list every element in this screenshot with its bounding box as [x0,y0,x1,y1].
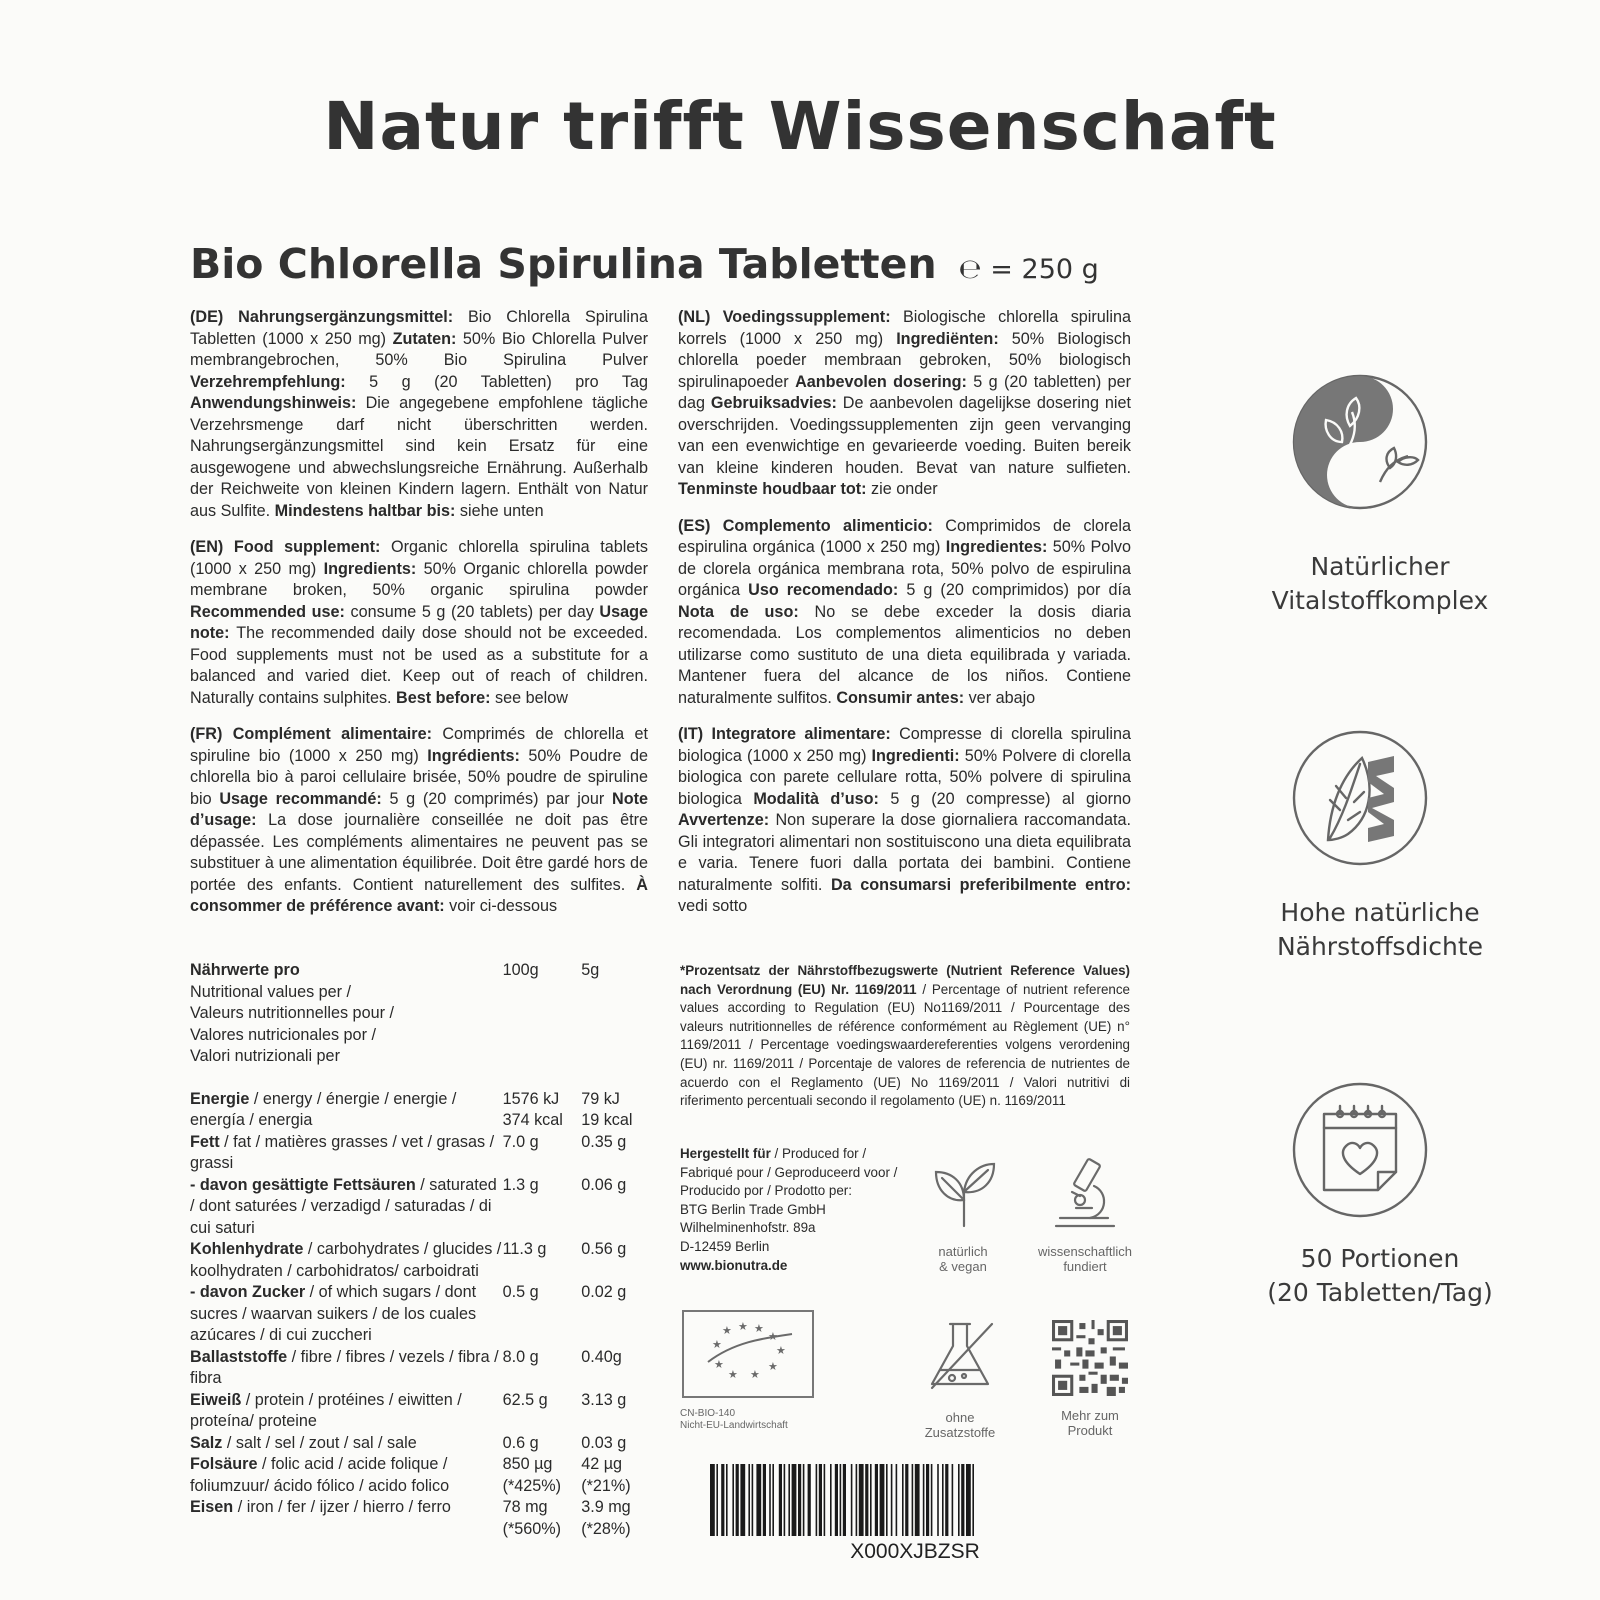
barcode-bar [945,1464,948,1536]
nutrition-col-5g: 5g [581,961,600,979]
svg-text:★: ★ [728,1368,738,1381]
product-name: Bio Chlorella Spirulina Tabletten [190,240,937,288]
nutrition-row: Eiweiß / protein / protéines / eiwitten / proteína/ proteine 62.5 g 3.13 g [190,1390,627,1430]
description-nl: (NL) Voedingssupplement: Biologische chlorella spirulina korrels (1000 x 250 mg) Ingrediënten: 50% Biologisch chlorella poeder membraan gebroken, 50% biologisch spirulinapoeder Aanbevolen dosering: 5 g (20 tabletten) per dag Gebruiksadvies: De aanbevolen dagelijkse dosering niet overschrijden. Voedingssupplementen zijn geen vervanging van een evenwichtige en gevarieerde voeding. Buiten bereik van kleine kinderen houden. Bevat van nature sulfieten. Tenminste houdbaar tot: zie onder [678,308,1132,498]
feature-1-label: Natürlicher Vitalstoffkomplex [1271,552,1489,615]
barcode-bar [748,1464,750,1536]
nutrition-header: Nährwerte pro Nutritional values per / Valeurs nutritionnelles pour / Valores nutricionales por / Valori nutrizionali per 100g 5g [190,960,650,1068]
barcode-bar [952,1464,954,1536]
barcode-bar [865,1464,868,1536]
barcode-bar [830,1464,832,1536]
badge-vegan-label: natürlich & vegan [938,1244,988,1274]
svg-text:★: ★ [768,1330,778,1343]
barcode-bar [752,1464,754,1536]
barcode-bar [736,1464,739,1536]
barcode-bar [732,1464,734,1536]
barcode-bar [972,1464,974,1536]
nutrition-row: Fett / fat / matières grasses / vet / grasas / grassi 7.0 g 0.35 g [190,1132,627,1172]
barcode-bar [859,1464,864,1536]
barcode-bar [880,1464,885,1536]
leaf-spirulina-icon [1290,728,1430,868]
nutrition-row: Folsäure / folic acid / acide folique / foliumzuur/ ácido fólico / acido folico 850 µg (*425%) 42 µg (*21%) [190,1455,631,1495]
svg-text:★: ★ [738,1320,748,1333]
barcode-bar [843,1464,846,1536]
barcode-bar [756,1464,761,1536]
barcode-bar [856,1464,858,1536]
svg-text:★: ★ [768,1360,778,1373]
qr-code-icon[interactable] [1052,1320,1128,1396]
barcode-bar [819,1464,822,1536]
page-title: Natur trifft Wissenschaft [323,88,1277,165]
barcode-bar [942,1464,944,1536]
yin-yang-leaf-icon [1290,372,1430,512]
barcode-bar [851,1464,853,1536]
nutrition-rows [190,1089,650,1541]
description-fr: (FR) Complément alimentaire: Comprimés de chlorella et spiruline bio (1000 x 250 mg) Ingrédients: 50% Poudre de chlorella bio à paroi cellulaire brisée, 50% poudre de spiruline bio Usage recommandé: 5 g (20 comprimés) par jour Note d’usage: La dose journalière conseillée ne doit pas être dépassée. Les compléments alimentaires ne peuvent pas se substituer à une alimentation équilibrée. Doit être gardé hors de portée des enfants. Contient naturellement des sulfites. À consommer de préférence avant: voir ci-dessous [190,725,648,915]
svg-text:★: ★ [712,1338,722,1351]
barcode-bar [870,1464,872,1536]
barcode-bar [926,1464,929,1536]
barcode-bar [772,1464,774,1536]
badge-science-label: wissenschaftlich fundiert [1038,1244,1132,1274]
barcode-bar [875,1464,878,1536]
barcode-bar [891,1464,893,1536]
description-en: (EN) Food supplement: Organic chlorella spirulina tablets (1000 x 250 mg) Ingredients: 50% Organic chlorella powder membrane broken, 50% organic spirulina powder Recommended use: consume 5 g (20 tablets) per day Usage note: The recommended daily dose should not be exceeded. Food supplements must not be used as a substitute for a balanced and varied diet. Keep out of reach of children. Naturally contains sulphites. Best before: see below [190,538,648,707]
nutrition-row: - davon gesättigte Fettsäuren / saturated / dont saturées / verzadigd / saturadas / di cui saturi 1.3 g 0.06 g [190,1175,627,1237]
badge-eu-code: CN-BIO-140 Nicht-EU-Landwirtschaft [680,1408,788,1431]
barcode-bar [726,1464,728,1536]
feature-3-label: 50 Portionen (20 Tabletten/Tag) [1267,1244,1493,1307]
svg-text:★: ★ [750,1368,760,1381]
nutrition-table [190,960,650,1540]
product-heading [190,240,1099,288]
barcode-bar [886,1464,888,1536]
barcode-bar [808,1464,811,1536]
badge-no-additives-label: ohne Zusatzstoffe [924,1410,996,1440]
nutrition-col-100g: 100g [502,961,539,979]
nutrition-header-label: Nährwerte pro [190,961,300,979]
barcode-bar [923,1464,925,1536]
barcode-bar [931,1464,933,1536]
no-additives-flask-icon [922,1318,998,1394]
svg-text:★: ★ [714,1358,724,1371]
barcode-bar [896,1464,898,1536]
website-link[interactable]: www.bionutra.de [680,1257,788,1273]
nutrition-row: - davon Zucker / of which sugars / dont sucres / waarvan suikers / de los cuales azúcares / di cui zuccheri 0.5 g 0.02 g [190,1283,627,1344]
description-it: (IT) Integratore alimentare: Compresse di clorella spirulina biologica (1000 x 250 mg) Ingredienti: 50% Polvere di clorella biologica con parete cellulare rotta, 50% polvere di spirulina biologica Modalità d’uso: 5 g (20 compresse) al giorno Avvertenze: Non superare la dose giornaliera raccomandata. Gli integratori alimentari non sostituiscono una dieta equilibrata e varia. Tenere fuori dalla portata dei bambini. Contiene naturalmente solfiti. Da consumarsi preferibilmente entro: vedi sotto [678,725,1132,915]
nutrition-row: Salz / salt / sel / zout / sal / sale 0.6 g 0.03 g [190,1433,627,1452]
manufacturer-info: Hergestellt für / Produced for / Fabriqué pour / Geproduceerd voor / Producido por / Prodotto per: BTG Berlin Trade GmbH Wilhelminenhofstr. 89a D-12459 Berlin www.bionutra.de [680,1146,898,1273]
barcode-bar [835,1464,838,1536]
barcode-bar [840,1464,842,1536]
description-column-middle [678,307,1131,933]
calendar-heart-icon [1290,1080,1430,1220]
description-column-left [190,307,648,933]
description-de: (DE) Nahrungsergänzungsmittel: Bio Chlorella Spirulina Tabletten (1000 x 250 mg) Zutaten: 50% Bio Chlorella Pulver membrangebrochen, 50% Bio Spirulina Pulver Verzehrempfehlung: 5 g (20 Tabletten) pro Tag Anwendungshinweis: Die angegebene empfohlene tägliche Verzehrsmenge darf nicht überschritten werden. Nahrungsergänzungsmittel sind kein Ersatz für eine ausgewogene und abwechslungsreiche Ernährung. Außerhalb der Reichweite von kleinen Kindern lagern. Enthält von Natur aus Sulfite. Mindestens haltbar bis: siehe unten [190,308,649,520]
barcode-bar [740,1464,745,1536]
svg-text:★: ★ [776,1344,786,1357]
barcode-bar [905,1464,908,1536]
barcode-number: X000XJBZSR [850,1540,980,1563]
barcode-bar [824,1464,826,1536]
barcode-bar [961,1464,964,1536]
barcode-bar [710,1464,715,1536]
nutrition-row: Kohlenhydrate / carbohydrates / glucides / koolhydraten / carbohidratos/ carboidrati 11.3 g 0.56 g [190,1240,627,1280]
barcode-bar [816,1464,818,1536]
net-weight: ℮ = 250 g [958,254,1099,285]
barcode-bar [958,1464,960,1536]
barcode-bar [716,1464,718,1536]
svg-text:★: ★ [754,1322,764,1335]
eu-leaf-stars-icon [684,1312,808,1392]
svg-text:★: ★ [722,1324,732,1337]
barcode-icon [710,1464,1120,1536]
barcode-bar [915,1464,920,1536]
barcode-bar [937,1464,939,1536]
feature-2-label: Hohe natürliche Nährstoffsdichte [1276,898,1484,961]
eu-organic-logo-icon [682,1310,814,1398]
microscope-icon [1050,1156,1120,1228]
reference-note: *Prozentsatz der Nährstoffbezugswerte (Nutrient Reference Values) nach Verordnung (EU) Nr. 1169/2011 / Percentage of nutrient reference values according to Regulation (EU) No1169/2011 / Pourcentage des valeurs nutritionnelles de référence conformément au Règlement (UE) n° 1169/2011 / Percentage voedingswaardereferenties volgens verordening (EU) nr. 1169/2011 / Porcentaje de valores de referencia de nutrientes de acuerdo con el Reglamento (UE) No 1169/2011 / Valori nutritivi di riferimento percentuali secondo il regolamento (UE) n. 1169/2011 [680,963,1130,1109]
barcode-bar [769,1464,771,1536]
barcode-bar [798,1464,801,1536]
nutrition-row: Energie / energy / énergie / energie / energía / energia 1576 kJ 374 kcal 79 kJ 19 kcal [190,1089,633,1129]
barcode-bar [788,1464,790,1536]
barcode-bar [784,1464,786,1536]
badge-qr-label: Mehr zum Produkt [1061,1408,1119,1438]
barcode-bar [763,1464,766,1536]
barcode-bar [779,1464,782,1536]
nutrition-row: Ballaststoffe / fibre / fibres / vezels / fibra / fibra 8.0 g 0.40g [190,1347,622,1387]
plant-sprout-icon [928,1160,1000,1228]
barcode-bar [966,1464,971,1536]
description-es: (ES) Complemento alimenticio: Comprimidos de clorela espirulina orgánica (1000 x 250 mg) Ingredientes: 50% Polvo de clorela orgánica membrana rota, 50% polvo de espirulina orgánica Uso recomendado: 5 g (20 comprimidos) por día Nota de uso: No se debe exceder la dosis diaria recomendada. Los complementos alimenticios no deben utilizarse como sustituto de una dieta equilibrada y variada. Mantener fuera del alcance de los niños. Contiene naturalmente sulfitos. Consumir antes: ver abajo [678,516,1132,707]
barcode-bar [792,1464,797,1536]
barcode-bar [721,1464,724,1536]
barcode-bar [902,1464,904,1536]
barcode-bar [803,1464,805,1536]
barcode-bar [912,1464,914,1536]
nutrition-row: Eisen / iron / fer / ijzer / hierro / ferro 78 mg (*560%) 3.9 mg (*28%) [190,1498,631,1538]
